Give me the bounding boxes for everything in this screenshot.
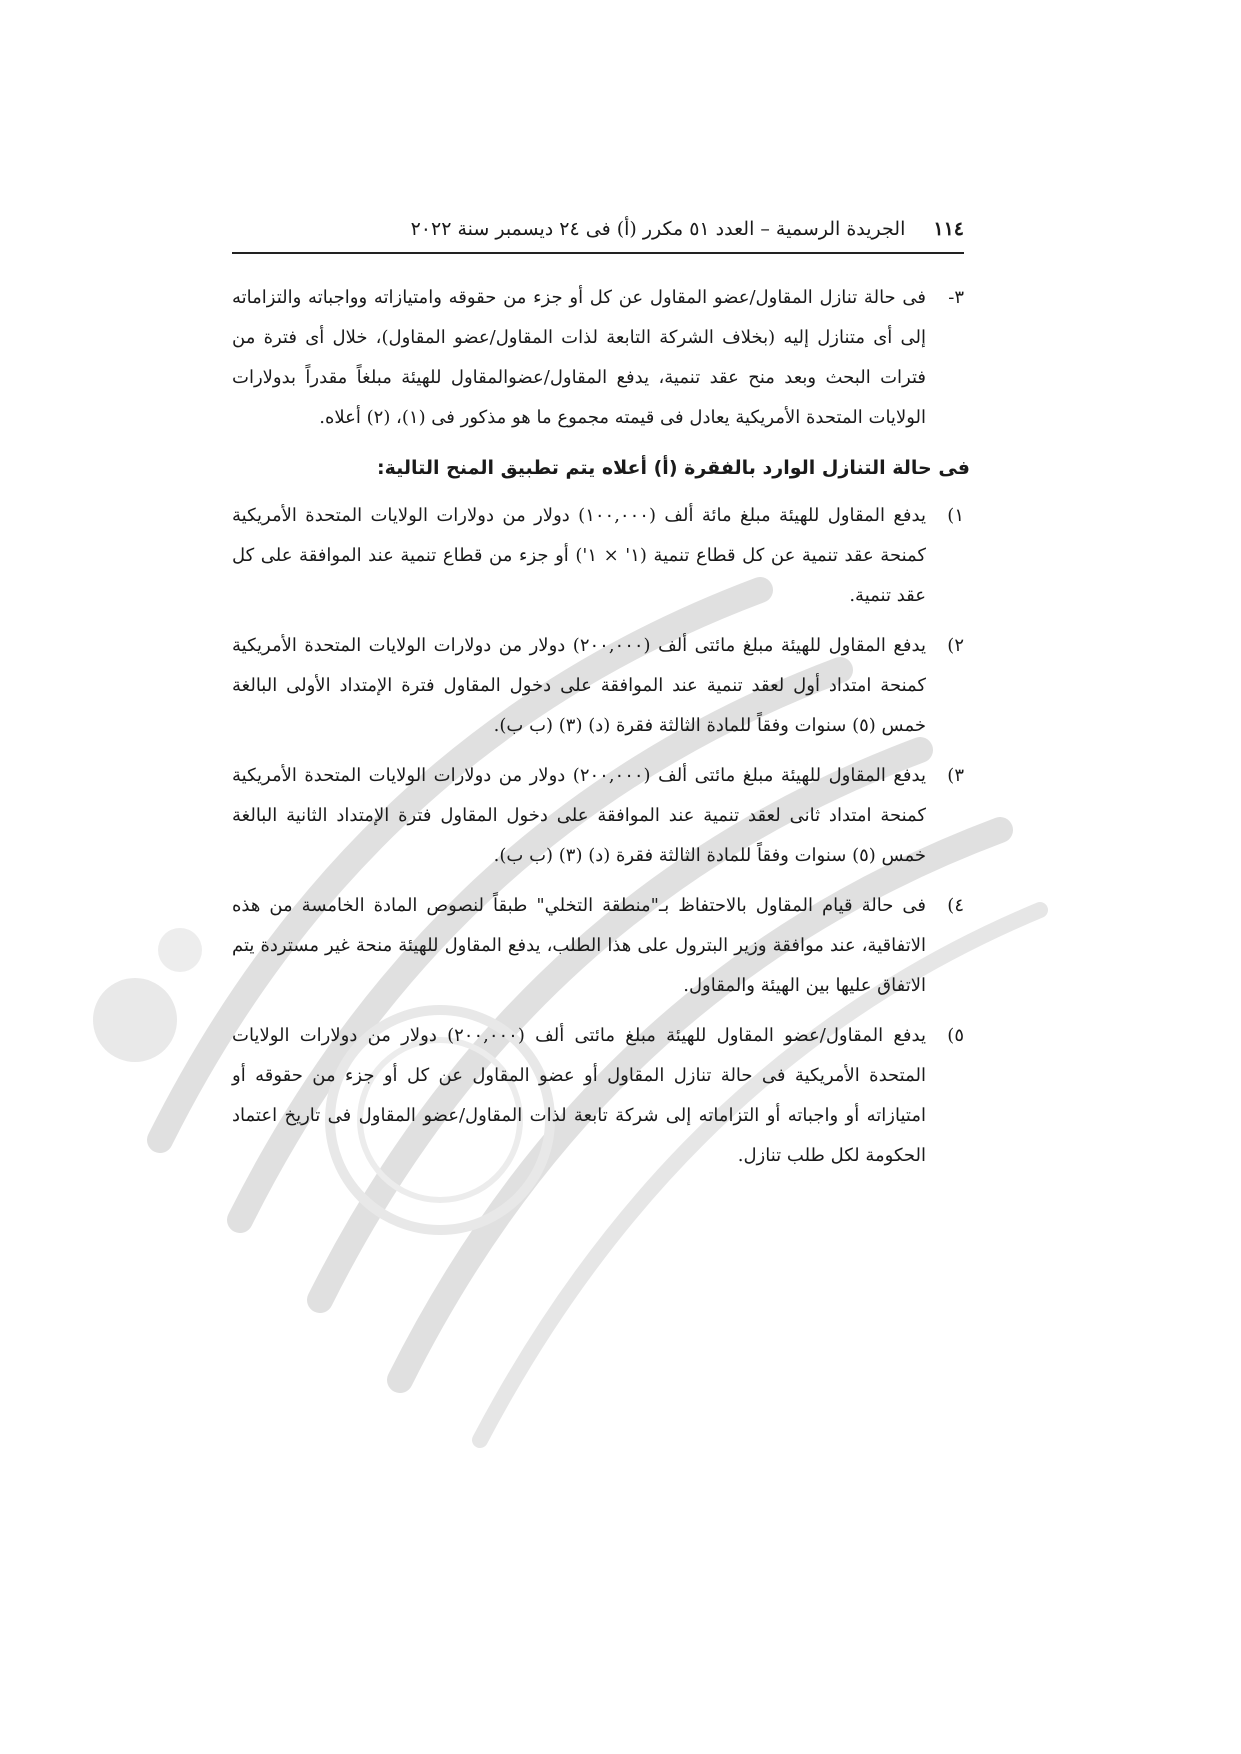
grant-item-1 — [232, 496, 964, 616]
page-header — [232, 218, 964, 254]
gazette-title: الجريدة الرسمية – العدد ٥١ مكرر (أ) فى ٢٤ ديسمبر سنة ٢٠٢٢ — [410, 218, 906, 240]
grant-text: يدفع المقاول للهيئة مبلغ مائتى ألف (٢٠٠,٠٠٠) دولار من دولارات الولايات المتحدة الأمريكية كمنحة امتداد أول لعقد تنمية عند الموافقة على دخول المقاول فترة الإمتداد الأولى البالغة خمس (٥) سنوات وفقاً للمادة الثالثة فقرة (د) (٣) (ب ب). — [232, 635, 926, 736]
page-number: ١١٤ — [933, 218, 964, 240]
grant-marker: ٤) — [947, 895, 964, 916]
grants-heading: فى حالة التنازل الوارد بالفقرة (أ) أعلاه يتم تطبيق المنح التالية: — [376, 457, 970, 479]
grant-marker: ٣) — [947, 765, 964, 786]
clause-3 — [232, 278, 964, 438]
grant-item-2 — [232, 626, 964, 746]
clause-text: فى حالة تنازل المقاول/عضو المقاول عن كل أو جزء من حقوقه وامتيازاته وواجباته والتزاماته إلى أى متنازل إليه (بخلاف الشركة التابعة لذات المقاول/عضو المقاول)، خلال أى فترة من فترات البحث وبعد منح عقد تنمية، يدفع المقاول/عضوالمقاول للهيئة مبلغاً مقدراً بدولارات الولايات المتحدة الأمريكية يعادل فى قيمته مجموع ما هو مذكور فى (١)، (٢) أعلاه. — [232, 287, 926, 428]
grant-marker: ٢) — [947, 635, 964, 656]
clause-marker: ٣- — [948, 287, 964, 308]
grant-text: فى حالة قيام المقاول بالاحتفاظ بـ"منطقة التخلي" طبقاً لنصوص المادة الخامسة من هذه الاتفاقية، عند موافقة وزير البترول على هذا الطلب، يدفع المقاول للهيئة منحة غير مستردة يتم الاتفاق عليها بين الهيئة والمقاول. — [232, 895, 926, 996]
grant-marker: ١) — [947, 505, 964, 526]
grant-item-5 — [232, 1016, 964, 1176]
document-page — [232, 218, 970, 1186]
grant-item-3 — [232, 756, 964, 876]
grant-text: يدفع المقاول/عضو المقاول للهيئة مبلغ مائتى ألف (٢٠٠,٠٠٠) دولار من دولارات الولايات المتحدة الأمريكية فى حالة تنازل المقاول أو عضو المقاول عن كل أو جزء من حقوقه أو امتيازاته أو واجباته أو التزاماته إلى شركة تابعة لذات المقاول/عضو المقاول فى تاريخ اعتماد الحكومة لكل طلب تنازل. — [232, 1025, 926, 1166]
grant-marker: ٥) — [947, 1025, 964, 1046]
grant-item-4 — [232, 886, 964, 1006]
grant-text: يدفع المقاول للهيئة مبلغ مائتى ألف (٢٠٠,٠٠٠) دولار من دولارات الولايات المتحدة الأمريكية كمنحة امتداد ثانى لعقد تنمية عند الموافقة على دخول المقاول فترة الإمتداد الثانية البالغة خمس (٥) سنوات وفقاً للمادة الثالثة فقرة (د) (٣) (ب ب). — [232, 765, 926, 866]
grant-text: يدفع المقاول للهيئة مبلغ مائة ألف (١٠٠,٠٠٠) دولار من دولارات الولايات المتحدة الأمريكية كمنحة عقد تنمية عن كل قطاع تنمية (١' × ١') أو جزء من قطاع تنمية عند الموافقة على كل عقد تنمية. — [232, 505, 926, 606]
